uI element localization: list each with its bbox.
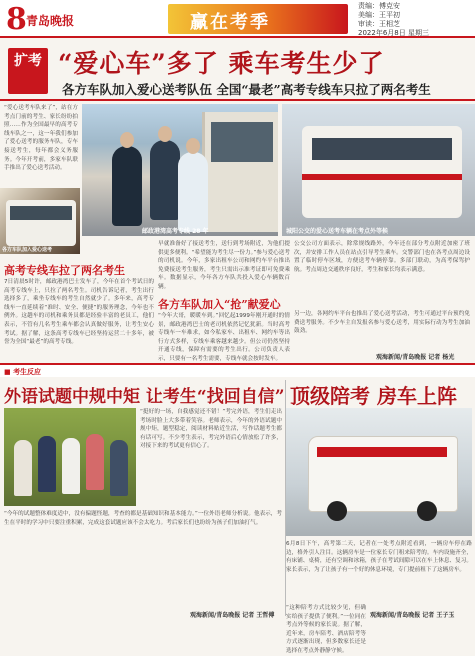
coach-photo <box>0 188 80 254</box>
exam-headline: 外语试题中规中矩 让考生“找回自信” <box>4 387 285 407</box>
article-paragraph: 6月8日下午，高考第二天，记者在一处考点附近看到，一辆房车停在路边，格外引人注目。这辆房车是一位家长专门租来陪考的。车内设施齐全，有床铺、桌椅，还有空调和冰箱，孩子在考试间隙可以在车上休息、复习。家长表示，为了让孩子有一个好的休息环境，专门提前租下了这辆房车。 <box>286 541 472 573</box>
reporter-byline: 观海新闻/青岛晚报 记者 王哲傅 <box>190 612 275 619</box>
article-paragraph: “这种陪考方式比较少见，但确实给孩子提供了便利。”一位同在考点外等候的家长说。据了解，近年来，房车陪考、酒店陪考等方式逐渐出现，但多数家长还是选择在考点外静静守候。 <box>286 605 366 654</box>
page-header <box>0 0 475 38</box>
article-paragraph: 另一边，各网约车平台也推出了爱心送考活动，考生可通过平台预约免费送考服务。不少车主自发报名参与爱心送考，用实际行动为考生加油鼓劲。 <box>294 311 470 335</box>
reporter-byline: 观海新闻/青岛晚报 记者 王子玉 <box>370 612 455 619</box>
student-figure <box>38 436 56 492</box>
person-head <box>186 138 200 154</box>
rv-headline: 顶级陪考 房车上阵 <box>290 384 457 408</box>
page-number: 8 <box>6 2 27 37</box>
divider <box>0 99 475 101</box>
subsection-title: 高考专线车拉了两名考生 <box>4 264 125 277</box>
bus-stripe <box>302 174 462 180</box>
person-figure <box>178 152 208 232</box>
newspaper-name: 青岛晚报 <box>26 14 75 28</box>
article-paragraph: 早就准备好了接送考生，送行到考场附近，为他们提供更多便利。“希望能为考生尽一份力。”参与爱心送考的司机说。今年，多家出租车公司和网约车平台推出免费接送考生服务，考生只需出示准考证即可免费乘车。数据显示，今年各方车队共投入爱心车辆数百辆。 <box>158 241 290 290</box>
bus-shape <box>302 126 462 218</box>
article-paragraph: 公交公司方面表示，除常规线路外，今年还在部分考点附近加密了班次，并安排工作人员在站点引导考生乘车。交警部门也在各考点周边设置了临时停车区域，方便送考车辆停靠。多部门联动，为高考保驾护航。考点周边交通秩序良好，考生和家长均表示满意。 <box>294 241 470 273</box>
person-head <box>158 126 172 142</box>
rv-shape <box>308 436 458 512</box>
article-paragraph: “今年大哥，暖暖车到。”回忆起1999年刚开通时的情景，邮政港湾巴士的老司机依然记忆犹新。当时高考专线车一车难求，如今私家车、出租车、网约车等出行方式多样，专线车乘客越来越少。但公司仍然坚持开通专线，保障有需要的考生出行。公司负责人表示，只要有一名考生需要，专线车就会按时发车。 <box>158 313 290 362</box>
bus-shape <box>202 112 278 232</box>
kuokao-badge: 扩考 <box>8 48 48 94</box>
section-banner-title: 赢在考季 <box>190 12 270 33</box>
person-figure <box>112 146 142 226</box>
subsection-title: 各方车队加入“抢”献爱心 <box>158 298 281 311</box>
person-head <box>120 132 134 148</box>
editor-line: 责编：傅克安 <box>358 2 400 10</box>
student-figure <box>62 438 80 494</box>
article-paragraph: “挺好的一场，自我感觉还不错！”考完外语，考生们走出考场时脸上大多带着笑容。老师表示，今年的外语试题中规中矩，题型稳定，阅读材料贴近生活，写作话题考生都有话可写。不少考生表示，考完外语后心情放松了许多，对接下来的考试更有信心了。 <box>140 409 282 450</box>
section-banner <box>168 4 348 34</box>
date-line: 2022年6月8日 星期三 <box>358 29 429 37</box>
student-figure <box>14 440 32 496</box>
bus-crew-photo <box>82 104 278 236</box>
photo-caption: 邮政港湾高考专线 28 年 <box>142 228 209 235</box>
photo-caption: 城阳公交的爱心送考车辆在考点外等候 <box>286 228 389 235</box>
rv-photo <box>286 408 472 536</box>
student-figure <box>110 440 128 496</box>
student-figure <box>86 434 104 490</box>
article-paragraph: 7日清晨5时许，邮政港湾巴士发车了，今年在首个考试日的高考专线车上，只拉了两名考生。司机告诉记者，考生出行选择多了，乘坐专线车的考生自然就少了。多年来，高考专线车一直延续着“准时、安全、便捷”的服务理念，今年也不例外。这趟车的司机和乘务员都是经验丰富的老员工，他们表示，不管有几名考生乘车都会认真做好服务，让考生安心考试。据了解，这条高考专线车已经坚持运营二十多年，被誉为全国“最老”的高考专线。 <box>4 279 154 346</box>
students-photo <box>4 408 136 506</box>
section-tag: ■ 考生反应 <box>4 367 41 377</box>
person-figure <box>150 140 180 220</box>
lead-paragraph: “爱心送考车队来了”，站在方考点门前的考生、家长纷纷拍照……作为全国最早的高考专线车队之一，这一年我们参加了爱心送考的服务车队，专车接送考生，每年都会义务服务。今年开考前，多家车队联手推出了爱心送考活动。 <box>4 105 78 172</box>
main-headline: “爱心车”多了 乘车考生少了 <box>58 49 385 78</box>
coach-shape <box>6 200 76 246</box>
reporter-byline: 观海新闻/青岛晚报 记者 杨光 <box>376 354 455 361</box>
editor-line: 美编：王平初 <box>358 11 400 19</box>
community-bus-photo <box>282 104 475 236</box>
main-subheadline: 各方车队加入爱心送考队伍 全国“最老”高考专线车只拉了两名考生 <box>62 82 431 97</box>
editor-line: 审读：王相芝 <box>358 20 400 28</box>
article-paragraph: “今年的试题整体难度适中，没有偏题怪题，考查的都是基础知识和基本能力。”一位外语老师分析说。他表示，考生在平时的学习中只要注重积累，完成这套试题应该不会太吃力。考后家长们也纷纷为孩子们加油打气。 <box>4 511 282 526</box>
photo-caption: 各方车队加入爱心送考 <box>2 247 53 253</box>
editor-info <box>358 2 470 38</box>
section-bar <box>0 363 475 377</box>
